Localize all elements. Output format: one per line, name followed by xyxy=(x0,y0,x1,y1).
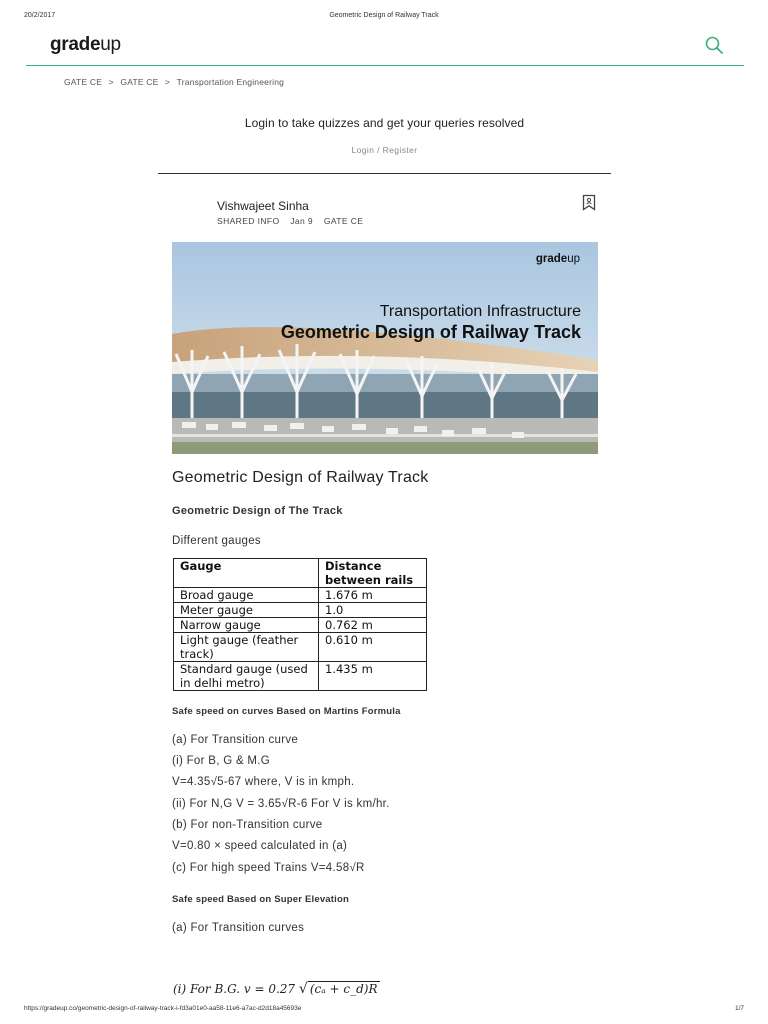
martins-line: (b) For non-Transition curve xyxy=(172,819,323,831)
login-prompt xyxy=(158,116,611,174)
print-footer xyxy=(24,1005,744,1015)
table-cell: 1.676 m xyxy=(319,588,427,603)
martins-line: (c) For high speed Trains V=4.58√R xyxy=(172,862,365,874)
martins-line: (a) For Transition curve xyxy=(172,734,299,746)
print-title: Geometric Design of Railway Track xyxy=(329,12,439,19)
print-header xyxy=(24,12,744,22)
gauges-intro: Different gauges xyxy=(172,535,261,547)
table-header-row xyxy=(174,559,427,588)
search-icon[interactable] xyxy=(704,35,724,55)
table-cell: Meter gauge xyxy=(174,603,319,618)
post-type: SHARED INFO xyxy=(217,216,280,226)
print-url: https://gradeup.co/geometric-design-of-railway-track-i-fd3a01e0-aa58-11e6-a7ac-d2d18a45693e xyxy=(24,1005,302,1012)
formula-radicand: (cₐ + c_d)R xyxy=(309,982,378,996)
table-header-distance: Distance between rails xyxy=(319,559,427,588)
table-cell: 1.435 m xyxy=(319,662,427,691)
article-title: Geometric Design of Railway Track xyxy=(172,469,429,486)
breadcrumb-item-gate-ce[interactable]: GATE CE xyxy=(64,77,103,87)
banner-title: Geometric Design of Railway Track xyxy=(280,322,581,342)
martins-heading: Safe speed on curves Based on Martins Formula xyxy=(172,706,401,717)
table-cell: 0.762 m xyxy=(319,618,427,633)
sqrt-symbol-icon: √ xyxy=(298,981,308,997)
gradeup-logo[interactable]: gradeup xyxy=(50,34,121,55)
article-banner xyxy=(172,242,598,454)
post-date: Jan 9 xyxy=(290,216,314,226)
martins-line: V=4.35√5-67 where, V is in kmph. xyxy=(172,776,355,788)
gauges-table xyxy=(173,558,427,691)
table-cell: Standard gauge (used in delhi metro) xyxy=(174,662,319,691)
login-message: Login to take quizzes and get your queries resolved xyxy=(244,116,525,130)
login-register-link[interactable]: Login / Register xyxy=(351,145,418,155)
breadcrumb-separator: > xyxy=(165,77,171,87)
post-meta xyxy=(217,216,371,226)
breadcrumb-item-transportation[interactable]: Transportation Engineering xyxy=(176,77,285,87)
breadcrumb-separator: > xyxy=(108,77,114,87)
bookmark-icon[interactable] xyxy=(582,194,596,211)
table-cell: Narrow gauge xyxy=(174,618,319,633)
martins-line: (i) For B, G & M.G xyxy=(172,755,271,767)
banner-logo: gradeup xyxy=(535,253,580,265)
super-elevation-line: (a) For Transition curves xyxy=(172,922,305,934)
table-row xyxy=(174,633,427,662)
table-cell: Light gauge (feather track) xyxy=(174,633,319,662)
table-header-gauge: Gauge xyxy=(174,559,319,588)
author-name[interactable]: Vishwajeet Sinha xyxy=(217,199,309,213)
section-heading: Geometric Design of The Track xyxy=(172,505,343,517)
table-cell: Broad gauge xyxy=(174,588,319,603)
banner-subtitle: Transportation Infrastructure xyxy=(379,303,581,320)
super-elevation-heading: Safe speed Based on Super Elevation xyxy=(172,894,349,905)
top-bar xyxy=(26,28,744,66)
table-row xyxy=(174,603,427,618)
table-row xyxy=(174,662,427,691)
martins-line: (ii) For N,G V = 3.65√R-6 For V is km/hr. xyxy=(172,798,390,810)
print-date: 20/2/2017 xyxy=(24,12,56,19)
table-row xyxy=(174,618,427,633)
breadcrumb xyxy=(64,77,288,87)
table-cell: 1.0 xyxy=(319,603,427,618)
formula-prefix: (i) For B.G. v = 0.27 xyxy=(173,982,296,996)
table-row xyxy=(174,588,427,603)
banner-illustration xyxy=(172,242,598,454)
breadcrumb-item-gate-ce-2[interactable]: GATE CE xyxy=(120,77,159,87)
bg-formula xyxy=(173,981,380,997)
table-cell: 0.610 m xyxy=(319,633,427,662)
print-page-number: 1/7 xyxy=(734,1005,744,1012)
post-category[interactable]: GATE CE xyxy=(323,216,364,226)
martins-line: V=0.80 × speed calculated in (a) xyxy=(172,840,348,852)
